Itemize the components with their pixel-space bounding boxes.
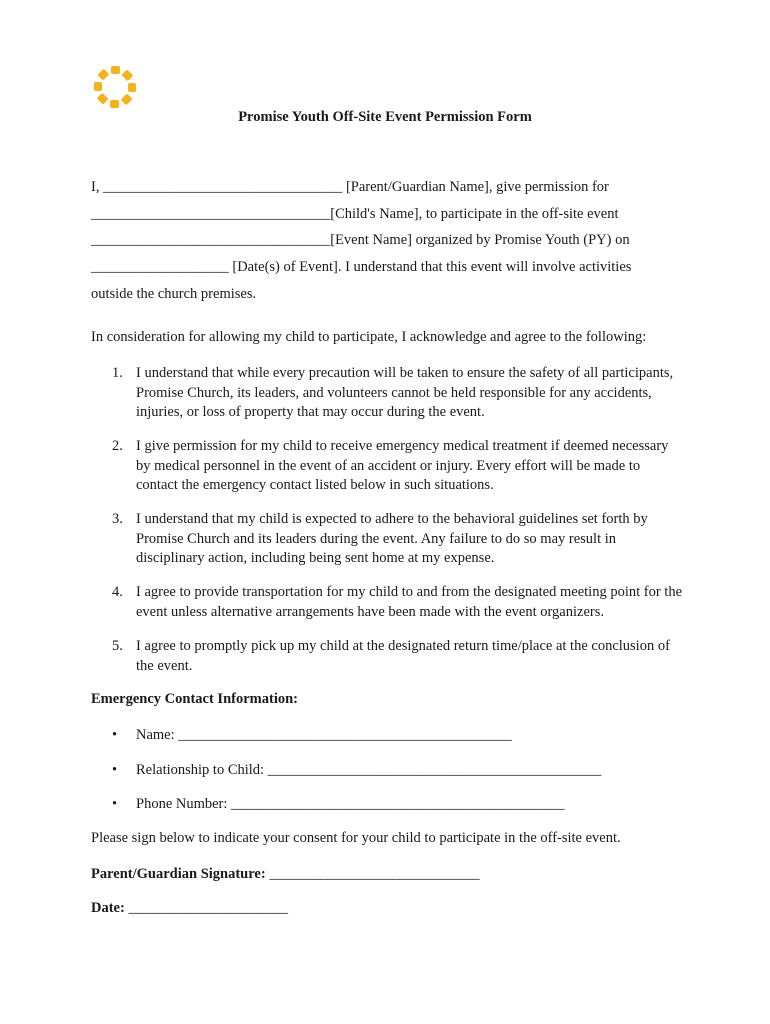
emergency-relationship-field[interactable] xyxy=(112,762,601,779)
signature-blank[interactable]: _____________________________ xyxy=(265,866,480,882)
term-text: I understand that my child is expected to adhere to the behavioral guidelines set forth by Promise Church and its leaders during the event. Any failure to do so may result in disciplinary action, including being sent home at my expense. xyxy=(136,511,648,566)
emergency-phone-field[interactable] xyxy=(112,796,565,813)
term-item xyxy=(112,583,682,622)
intro-line-child-name: _________________________________[Child's Name], to participate in the off-site event xyxy=(91,206,619,222)
date-label: Date: xyxy=(91,900,125,916)
emergency-relationship-label: Relationship to Child: ______________________________________________ xyxy=(136,762,602,778)
intro-line-event-date: ___________________ [Date(s) of Event]. I understand that this event will involve activities xyxy=(91,259,632,275)
date-blank[interactable]: ______________________ xyxy=(124,900,288,916)
term-number: 3. xyxy=(112,511,123,527)
term-number: 4. xyxy=(112,584,123,600)
sign-instruction: Please sign below to indicate your consent for your child to participate in the off-site event. xyxy=(91,830,621,846)
bullet-icon: • xyxy=(112,796,118,812)
emergency-name-label: Name: ______________________________________________ xyxy=(136,727,512,743)
term-text: I agree to promptly pick up my child at the designated return time/place at the conclusion of the event. xyxy=(136,638,670,674)
circle-dots-logo-icon xyxy=(92,64,138,110)
consideration-statement: In consideration for allowing my child to participate, I acknowledge and agree to the following: xyxy=(91,329,647,345)
term-number: 5. xyxy=(112,638,123,654)
term-text: I understand that while every precaution will be taken to ensure the safety of all participants, Promise Church, its leaders, and volunteers cannot be held responsible for any accidents, injuries, or loss of property that may occur during the event. xyxy=(136,365,674,420)
term-item xyxy=(112,510,682,569)
emergency-name-field[interactable] xyxy=(112,727,512,744)
intro-line-event-name: _________________________________[Event Name] organized by Promise Youth (PY) on xyxy=(91,232,630,248)
term-text: I agree to provide transportation for my child to and from the designated meeting point for the event unless alternative arrangements have been made with the event organizers. xyxy=(136,584,683,620)
date-field[interactable] xyxy=(91,900,288,917)
term-item xyxy=(112,364,682,423)
term-text: I give permission for my child to receive emergency medical treatment if deemed necessary by medical personnel in the event of an accident or injury. Every effort will be made to contact the emergency contact listed below in such situations. xyxy=(136,438,669,493)
term-item xyxy=(112,637,682,676)
emergency-contact-heading: Emergency Contact Information: xyxy=(91,691,298,707)
term-item xyxy=(112,437,682,496)
signature-label: Parent/Guardian Signature: xyxy=(91,866,266,882)
term-number: 2. xyxy=(112,438,123,454)
emergency-phone-label: Phone Number: ______________________________________________ xyxy=(136,796,565,812)
intro-line-parent-name: I, _________________________________ [Parent/Guardian Name], give permission for xyxy=(91,179,609,195)
form-title: Promise Youth Off-Site Event Permission Form xyxy=(238,109,532,125)
bullet-icon: • xyxy=(112,762,118,778)
signature-field[interactable] xyxy=(91,866,480,883)
intro-line-premises: outside the church premises. xyxy=(91,286,257,302)
term-number: 1. xyxy=(112,365,123,381)
bullet-icon: • xyxy=(112,727,118,743)
